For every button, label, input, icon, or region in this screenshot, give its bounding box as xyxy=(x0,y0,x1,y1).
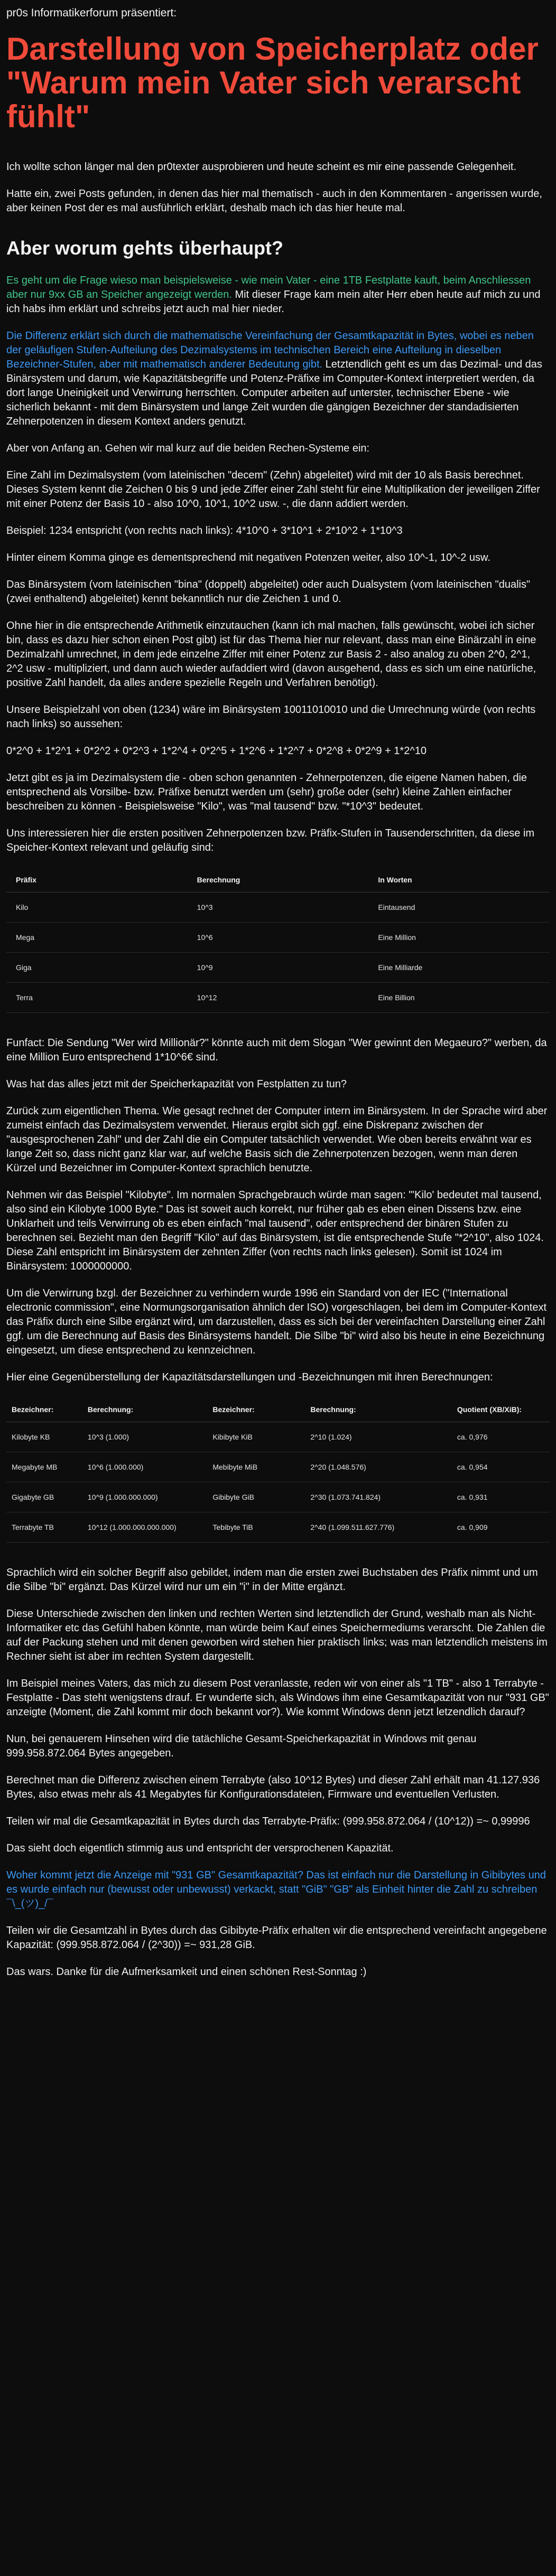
table-header-cell: Berechnung xyxy=(188,868,369,892)
intro-line: pr0s Informatikerforum präsentiert: xyxy=(6,7,177,19)
table-cell: Kilobyte KB xyxy=(6,1422,82,1452)
table-cell: Terrabyte TB xyxy=(6,1512,82,1543)
paragraph xyxy=(6,329,550,429)
table-row xyxy=(6,1422,550,1452)
table-cell: 10^6 (1.000.000) xyxy=(82,1452,207,1482)
table-header-row xyxy=(6,868,550,892)
table-cell: Eine Milliarde xyxy=(368,953,550,983)
paragraph: Berechnet man die Differenz zwischen einem Terrabyte (also 10^12 Bytes) und dieser Zahl erhält man 41.127.936 Bytes, also etwas mehr als 41 Megabytes für Konfigurationsdateien, Firmware und eventuellen Verlusten. xyxy=(6,1774,540,1800)
table-row xyxy=(6,953,550,983)
table-cell: ca. 0,976 xyxy=(452,1422,550,1452)
section-heading: Aber worum gehts überhaupt? xyxy=(6,237,284,259)
table-cell: ca. 0,954 xyxy=(452,1452,550,1482)
paragraph: Funfact: Die Sendung "Wer wird Millionär?" könnte auch mit dem Slogan "Wer gewinnt den Megaeuro?" werben, da eine Million Euro entsprechend 1*10^6€ sind. xyxy=(6,1037,547,1063)
table-cell: 10^9 (1.000.000.000) xyxy=(82,1482,207,1512)
table-cell: Kibibyte KiB xyxy=(207,1422,305,1452)
table-cell: 10^3 xyxy=(188,892,369,923)
paragraph: Zurück zum eigentlichen Thema. Wie gesagt rechnet der Computer intern im Binärsystem. In der Sprache wird aber zumeist einfach das Dezimalsystem verwendet. Hieraus ergibt sich ggf. eine Diskrepanz zwischen der "ausgesprochenen Zahl" und der Zahl die ein Computer tatsächlich verwendet. Wie oben bereits erwähnt war es lange Zeit so, dass nicht ganz klar war, auf welche Basis sich die Zehnerpotenzen bezogen, wenn man deren Kürzel und Bezeichner im Computer-Kontext sprachlich benutzte. xyxy=(6,1105,548,1174)
table-cell: 2^30 (1.073.741.824) xyxy=(305,1482,452,1512)
paragraph: Teilen wir die Gesamtzahl in Bytes durch das Gibibyte-Präfix erhalten wir die entsprechend vereinfacht angegebene Kapazität: (999.958.872.064 / (2^30)) =~ 931,28 GiB. xyxy=(6,1925,547,1951)
table-header-row xyxy=(6,1397,550,1422)
table-cell: Kilo xyxy=(6,892,188,923)
table-header-cell: Bezeichner: xyxy=(6,1397,82,1422)
table-cell: Eintausend xyxy=(368,892,550,923)
paragraph: Hier eine Gegenüberstellung der Kapazitätsdarstellungen und -Bezeichnungen mit ihren Berechnungen: xyxy=(6,1371,493,1383)
paragraph: Im Beispiel meines Vaters, das mich zu diesem Post veranlasste, reden wir von einer als "1 TB" - also 1 Terrabyte - Festplatte - Das steht wenigstens drauf. Er wunderte sich, als Windows ihm eine Gesamtkapazität von nur "931 GB" anzeigte (Moment, die Zahl kommt mir doch bekannt vor?). Wie kommt Windows denn jetzt letzendlich darauf? xyxy=(6,1678,549,1718)
table-cell: Eine Billion xyxy=(368,983,550,1013)
table-row xyxy=(6,1512,550,1543)
paragraph: Nun, bei genauerem Hinsehen wird die tatächliche Gesamt-Speicherkapazität in Windows mit genau 999.958.872.064 Bytes angegeben. xyxy=(6,1733,477,1759)
table-header-cell: Präfix xyxy=(6,868,188,892)
paragraph: Ohne hier in die entsprechende Arithmetik einzutauchen (kann ich mal machen, falls gewünscht, wobei ich sicher bin, dass es dazu hier schon einen Post gibt) ist für das Thema hier nur relevant, dass man eine Binärzahl in eine Dezimalzahl umrechnet, in dem jede einzelne Ziffer mit einer Potenz zur Basis 2 - also analog zu oben 2^0, 2^1, 2^2 usw - multipliziert, und dann auch wieder aufaddiert wird (davon ausgehend, dass es sich um eine natürliche, positive Zahl handelt, da alles andere spezielle Regeln und Verfahren benötigt). xyxy=(6,620,536,689)
highlight-blue: Die Differenz erklärt sich durch die mathematische Vereinfachung der Gesamtkapazität in Bytes, wobei es neben der geläufigen Stufen-Aufteilung des Dezimalsystems im technischen Bereich eine Aufteilung in dieselben Bezeichner-Stufen, aber mit mathematisch anderer Bedeutung gibt. xyxy=(6,330,534,370)
table-cell: Gibibyte GiB xyxy=(207,1482,305,1512)
table-header-cell: In Worten xyxy=(368,868,550,892)
paragraph: Beispiel: 1234 entspricht (von rechts nach links): 4*10^0 + 3*10^1 + 2*10^2 + 1*10^3 xyxy=(6,525,403,537)
table-cell: Eine Million xyxy=(368,923,550,953)
paragraph: Nehmen wir das Beispiel "Kilobyte". Im normalen Sprachgebrauch würde man sagen: "'Kilo' bedeutet mal tausend, also sind ein Kilobyte 1000 Byte." Das ist soweit auch korrekt, nur früher gab es eben einen Dissens bzw. eine Unklarheit und teils Verwirrung ob es eben einfach "mal tausend", oder entsprechend der binären Stufen zu berechnen sei. Bezieht man den Begriff "Kilo" auf das Binärsystem, ist die entsprechende Stufe "*2^10", also 1024. Diese Zahl entspricht im Binärsystem der zehnten Ziffer (von rechts nach links gelesen). Somit ist 1024 im Binärsystem: 1000000000. xyxy=(6,1189,544,1272)
paragraph: Das sieht doch eigentlich stimmig aus und entspricht der versprochenen Kapazität. xyxy=(6,1842,394,1854)
comparison-table xyxy=(6,1397,550,1543)
table-header-cell: Berechnung: xyxy=(305,1397,452,1422)
table-cell: 2^10 (1.024) xyxy=(305,1422,452,1452)
paragraph: Teilen wir mal die Gesamtkapazität in Bytes durch das Terrabyte-Präfix: (999.958.872.064 / (10^12)) =~ 0,99996 xyxy=(6,1816,530,1827)
table-cell: Megabyte MB xyxy=(6,1452,82,1482)
table-row xyxy=(6,1452,550,1482)
table-row xyxy=(6,1482,550,1512)
paragraph: Das Binärsystem (vom lateinischen "bina" (doppelt) abgeleitet) oder auch Dualsystem (vom lateinischen "dualis" (zwei enthaltend) abgeleitet) kennt bekanntlich nur die Zeichen 1 und 0. xyxy=(6,579,531,605)
paragraph: Unsere Beispielzahl von oben (1234) wäre im Binärsystem 10011010010 und die Umrechnung würde (von rechts nach links) so aussehen: xyxy=(6,704,536,730)
table-row xyxy=(6,983,550,1013)
table-cell: 2^20 (1.048.576) xyxy=(305,1452,452,1482)
paragraph-text: Mit dieser Frage kam mein alter Herr eben heute auf mich zu und ich habs ihm erklärt und schreibs jetzt auch mal hier nieder. xyxy=(6,289,541,315)
paragraph: Diese Unterschiede zwischen den linken und rechten Werten sind letztendlich der Grund, weshalb man als Nicht-Informatiker etc das Gefühl haben könnte, man würde beim Kauf eines Speichermediums verarscht. Die Zahlen die auf der Packung stehen und mit denen geworben wird stehen hier praktisch links; was man letztendlich meistens im Rechner sieht ist aber im rechten System dargestellt. xyxy=(6,1608,548,1662)
table-header-cell: Bezeichner: xyxy=(207,1397,305,1422)
paragraph: Das wars. Danke für die Aufmerksamkeit und einen schönen Rest-Sonntag :) xyxy=(6,1966,367,1978)
table-cell: 10^6 xyxy=(188,923,369,953)
paragraph: Hatte ein, zwei Posts gefunden, in denen das hier mal thematisch - auch in den Kommentaren - angerissen wurde, aber keinen Post der es mal ausführlich erklärt, deshalb mach ich das hier heute mal. xyxy=(6,188,542,214)
table-cell: Gigabyte GB xyxy=(6,1482,82,1512)
table-cell: 2^40 (1.099.511.627.776) xyxy=(305,1512,452,1543)
paragraph: Eine Zahl im Dezimalsystem (vom lateinischen "decem" (Zehn) abgeleitet) wird mit der 10 als Basis berechnet. Dieses System kennt die Zeichen 0 bis 9 und jede Ziffer einer Zahl steht für eine Multiplikation der jeweiligen Ziffer mit einer Potenz der Basis 10 - also 10^0, 10^1, 10^2 usw. -, die dann addiert werden. xyxy=(6,469,540,510)
table-cell: Giga xyxy=(6,953,188,983)
page-title: Darstellung von Speicherplatz oder "Warum mein Vater sich verarscht fühlt" xyxy=(6,31,539,134)
table-row xyxy=(6,892,550,923)
paragraph: Uns interessieren hier die ersten positiven Zehnerpotenzen bzw. Präfix-Stufen in Tausenderschritten, da diese im Speicher-Kontext relevant und geläufig sind: xyxy=(6,828,535,853)
highlight-blue: Woher kommt jetzt die Anzeige mit "931 GB" Gesamtkapazität? Das ist einfach nur die Darstellung in Gibibytes und es wurde einfach nur (bewusst oder unbewusst) verkackt, statt "GiB" "GB" als Einheit hinter die Zahl zu schreiben ¯\_(ツ)_/¯ xyxy=(6,1869,546,1910)
paragraph: Um die Verwirrung bzgl. der Bezeichner zu verhindern wurde 1996 ein Standard von der IEC ("International electronic commission", eine Normungsorganisation ähnlich der ISO) vorgeschlagen, bei dem im Computer-Kontext das Präfix durch eine Silbe ergänzt wird, um darzustellen, dass es sich bei der vereinfachten Darstellung einer Zahl ggf. um die Berechnung auf Basis des Binärsystems handelt. Die Silbe "bi" wird also bis heute in eine Bezeichnung eingesetzt, um diese entsprechend zu kennzeichnen. xyxy=(6,1287,547,1356)
table-cell: Tebibyte TiB xyxy=(207,1512,305,1543)
paragraph: Was hat das alles jetzt mit der Speicherkapazität von Festplatten zu tun? xyxy=(6,1078,347,1090)
paragraph: 0*2^0 + 1*2^1 + 0*2^2 + 0*2^3 + 1*2^4 + 0*2^5 + 1*2^6 + 1*2^7 + 0*2^8 + 0*2^9 + 1*2^10 xyxy=(6,745,427,757)
table-cell: ca. 0,909 xyxy=(452,1512,550,1543)
table-cell: Mebibyte MiB xyxy=(207,1452,305,1482)
prefix-table xyxy=(6,868,550,1013)
table-cell: Mega xyxy=(6,923,188,953)
table-cell: 10^12 (1.000.000.000.000) xyxy=(82,1512,207,1543)
table-cell: Terra xyxy=(6,983,188,1013)
paragraph: Hinter einem Komma ginge es dementsprechend mit negativen Potenzen weiter, also 10^-1, 10^-2 usw. xyxy=(6,552,490,563)
highlight-green: Es geht um die Frage wieso man beispielsweise - wie mein Vater - eine 1TB Festplatte kauft, beim Anschliessen aber nur 9xx GB an Speicher angezeigt werden. xyxy=(6,275,531,300)
paragraph: Sprachlich wird ein solcher Begriff also gebildet, indem man die ersten zwei Buchstaben des Präfix nimmt und um die Silbe "bi" ergänzt. Das Kürzel wird nur um ein "i" in der Mitte ergänzt. xyxy=(6,1567,538,1593)
table-cell: 10^3 (1.000) xyxy=(82,1422,207,1452)
paragraph: Jetzt gibt es ja im Dezimalsystem die - oben schon genannten - Zehnerpotenzen, die eigene Namen haben, die entsprechend als Vorsilbe- bzw. Präfixe benutzt werden um (sehr) große oder (sehr) kleine Zahlen einfacher beschreiben zu können - Beispielsweise "Kilo", was "mal tausend" bzw. "*10^3" bedeutet. xyxy=(6,772,527,812)
table-row xyxy=(6,923,550,953)
paragraph xyxy=(6,274,550,316)
table-cell: ca. 0,931 xyxy=(452,1482,550,1512)
table-cell: 10^12 xyxy=(188,983,369,1013)
paragraph: Aber von Anfang an. Gehen wir mal kurz auf die beiden Rechen-Systeme ein: xyxy=(6,443,370,454)
table-cell: 10^9 xyxy=(188,953,369,983)
paragraph: Ich wollte schon länger mal den pr0texter ausprobieren und heute scheint es mir eine passende Gelegenheit. xyxy=(6,161,517,173)
table-header-cell: Quotient (XB/XiB): xyxy=(452,1397,550,1422)
paragraph-text: Letztendlich geht es um das Dezimal- und das Binärsystem und darum, wie Kapazitätsbegriffe und Potenz-Präfixe im Computer-Kontext interpretiert werden, da dort lange Uneinigkeit und Verwirrung herrschten. Computer arbeiten auf unterster, technischer Ebene - wie sicherlich bekannt - mit dem Binärsystem und lange Zeit wurden die gängigen Bezeichner der standadisierten Zehnerpotenzen in diesem Kontext anders genutzt. xyxy=(6,359,542,427)
table-header-cell: Berechnung: xyxy=(82,1397,207,1422)
